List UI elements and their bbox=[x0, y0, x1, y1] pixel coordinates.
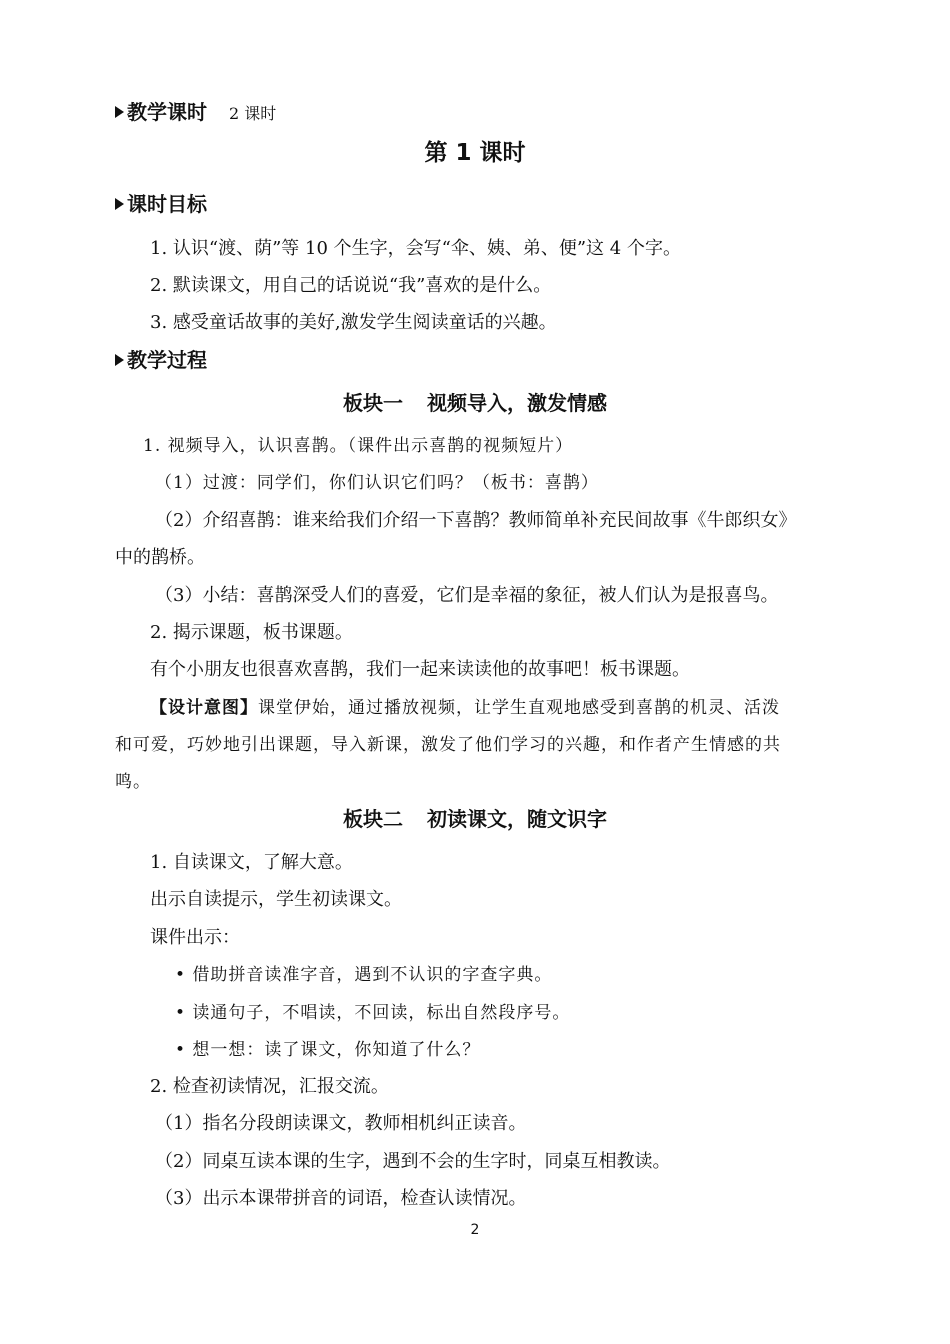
block1-sub1: （1）过渡：同学们，你们认识它们吗？（板书：喜鹊） bbox=[155, 473, 599, 493]
design-intent-text: 课堂伊始，通过播放视频，让学生直观地感受到喜鹊的机灵、活泼 bbox=[258, 698, 780, 718]
design-intent-cont: 和可爱，巧妙地引出课题，导入新课，激发了他们学习的兴趣，和作者产生情感的共 bbox=[115, 735, 781, 755]
block1-sub3: （3）小结：喜鹊深受人们的喜爱，它们是幸福的象征，被人们认为是报喜鸟。 bbox=[155, 585, 779, 606]
design-intent-end: 鸣。 bbox=[115, 772, 151, 792]
teaching-hours-value: 2 课时 bbox=[229, 104, 277, 123]
bullet-item: • 想一想：读了课文，你知道了什么？ bbox=[175, 1040, 481, 1060]
block2-title bbox=[0, 807, 950, 831]
block1-title-number: 板块一 bbox=[343, 391, 403, 415]
lesson-title: 第 1 课时 bbox=[424, 140, 526, 166]
page-number: 2 bbox=[470, 1222, 480, 1238]
goal-item: 2. 默读课文，用自己的话说说“我”喜欢的是什么。 bbox=[150, 275, 552, 296]
goals-heading bbox=[115, 192, 207, 216]
triangle-bullet-icon bbox=[115, 106, 124, 118]
process-heading-label: 教学过程 bbox=[127, 348, 207, 372]
process-heading bbox=[115, 348, 207, 372]
block1-title-text: 视频导入，激发情感 bbox=[427, 391, 607, 415]
teaching-hours-label: 教学课时 bbox=[127, 100, 207, 124]
block2-step1-text: 出示自读提示，学生初读课文。 bbox=[150, 889, 402, 910]
block1-title bbox=[0, 391, 950, 415]
courseware-label: 课件出示： bbox=[150, 927, 240, 948]
block1-step2-text: 有个小朋友也很喜欢喜鹊，我们一起来读读他的故事吧！板书课题。 bbox=[150, 659, 690, 680]
design-intent-label: 【设计意图】 bbox=[150, 698, 258, 718]
block1-step1: 1. 视频导入，认识喜鹊。（课件出示喜鹊的视频短片） bbox=[143, 436, 574, 456]
block1-sub2: （2）介绍喜鹊：谁来给我们介绍一下喜鹊？教师简单补充民间故事《牛郎织女》 bbox=[155, 510, 797, 531]
design-intent bbox=[150, 696, 780, 720]
bullet-item: • 读通句子，不唱读，不回读，标出自然段序号。 bbox=[175, 1003, 571, 1023]
triangle-bullet-icon bbox=[115, 354, 124, 366]
block2-sub3: （3）出示本课带拼音的词语，检查认读情况。 bbox=[155, 1188, 527, 1209]
block2-title-number: 板块二 bbox=[343, 807, 403, 831]
goals-heading-label: 课时目标 bbox=[127, 192, 207, 216]
block2-sub2: （2）同桌互读本课的生字，遇到不会的生字时，同桌互相教读。 bbox=[155, 1151, 671, 1172]
triangle-bullet-icon bbox=[115, 198, 124, 210]
teaching-hours-heading bbox=[115, 100, 276, 126]
goal-item: 1. 认识“渡、荫”等 10 个生字，会写“伞、姨、弟、便”这 4 个字。 bbox=[150, 238, 681, 259]
goal-item: 3. 感受童话故事的美好,激发学生阅读童话的兴趣。 bbox=[150, 312, 557, 333]
block1-sub2-cont: 中的鹊桥。 bbox=[115, 547, 205, 568]
bullet-item: • 借助拼音读准字音，遇到不认识的字查字典。 bbox=[175, 965, 553, 985]
block2-step2: 2. 检查初读情况，汇报交流。 bbox=[150, 1076, 389, 1097]
block2-sub1: （1）指名分段朗读课文，教师相机纠正读音。 bbox=[155, 1113, 527, 1134]
block1-step2: 2. 揭示课题，板书课题。 bbox=[150, 622, 353, 643]
block2-step1: 1. 自读课文，了解大意。 bbox=[150, 852, 353, 873]
block2-title-text: 初读课文，随文识字 bbox=[427, 807, 607, 831]
